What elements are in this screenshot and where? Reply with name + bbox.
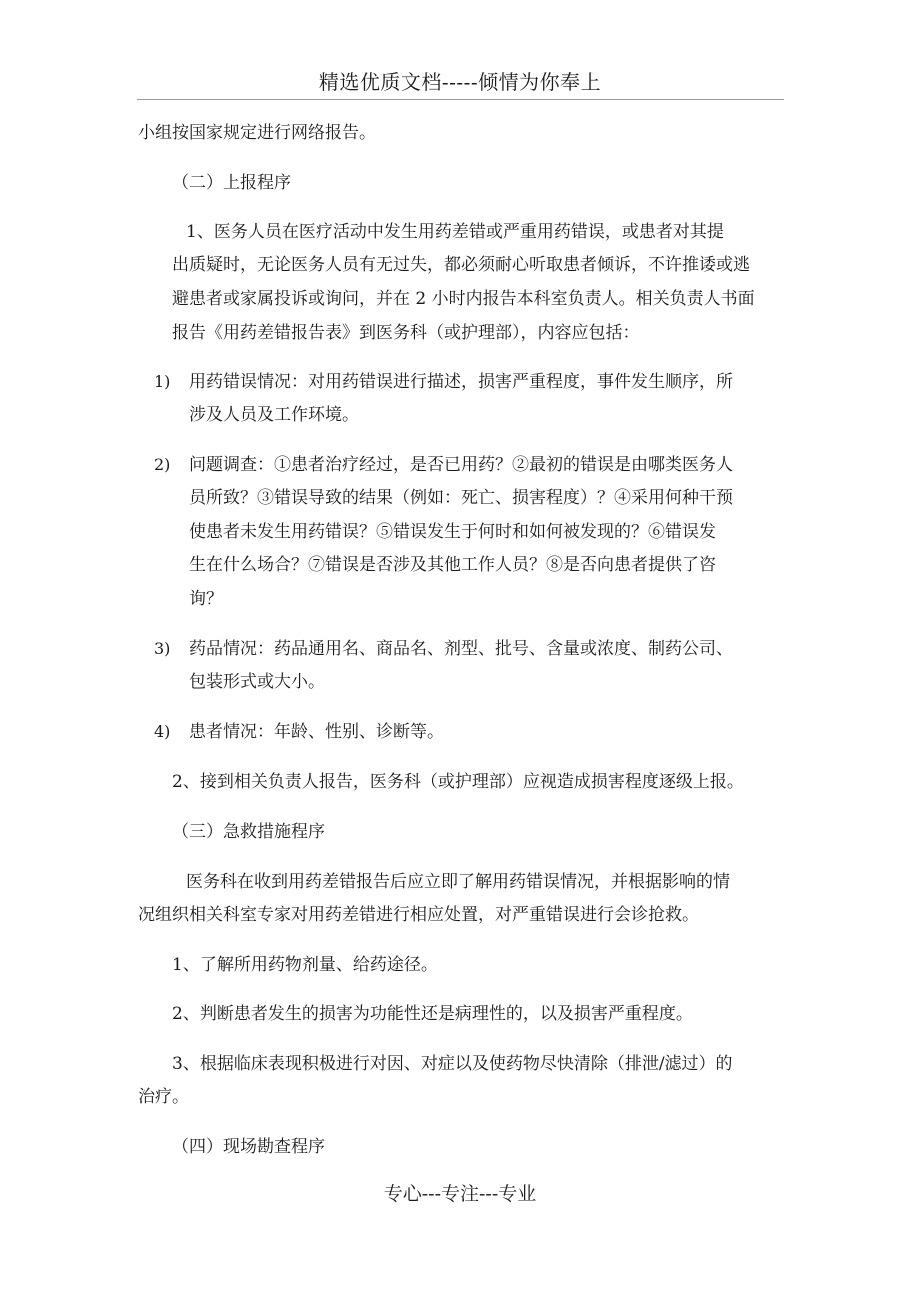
paragraph-line: 治疗。 — [138, 1087, 189, 1107]
paragraph-line: 1、医务人员在医疗活动中发生用药差错或严重用药错误，或患者对其提 — [186, 222, 724, 242]
paragraph-line: 2、判断患者发生的损害为功能性还是病理性的，以及损害严重程度。 — [172, 1004, 693, 1024]
paragraph-line: 出质疑时，无论医务人员有无过失，都必须耐心听取患者倾诉，不许推诿或逃 — [172, 255, 750, 275]
list-item-number: 2) — [154, 455, 171, 474]
paragraph-line: 3、根据临床表现积极进行对因、对症以及使药物尽快清除（排泄/滤过）的 — [172, 1054, 733, 1074]
section-heading-first-aid-procedure: （三）急救措施程序 — [172, 822, 325, 842]
paragraph-line: 医务科在收到用药差错报告后应立即了解用药错误情况，并根据影响的情 — [186, 872, 730, 892]
paragraph-line: 1、了解所用药物剂量、给药途径。 — [172, 955, 438, 975]
list-item-line: 药品情况：药品通用名、商品名、剂型、批号、含量或浓度、制药公司、 — [189, 639, 733, 659]
list-item-line: 询？ — [189, 589, 223, 609]
header-divider — [137, 99, 784, 100]
paragraph-line: 报告《用药差错报告表》到医务科（或护理部），内容应包括： — [172, 323, 640, 343]
list-item-line: 问题调查：①患者治疗经过，是否已用药？②最初的错误是由哪类医务人 — [189, 455, 733, 475]
list-item-line: 患者情况：年龄、性别、诊断等。 — [189, 722, 444, 742]
list-item-number: 4) — [154, 722, 171, 741]
list-item-number: 1) — [154, 372, 171, 391]
section-heading-site-investigation: （四）现场勘查程序 — [172, 1137, 325, 1157]
section-heading-report-procedure: （二）上报程序 — [172, 173, 291, 193]
paragraph-line: 况组织相关科室专家对用药差错进行相应处置，对严重错误进行会诊抢救。 — [138, 905, 699, 925]
list-item-line: 生在什么场合？⑦错误是否涉及其他工作人员？⑧是否向患者提供了咨 — [189, 555, 716, 575]
paragraph-line: 小组按国家规定进行网络报告。 — [138, 123, 376, 143]
list-item-line: 用药错误情况：对用药错误进行描述，损害严重程度，事件发生顺序，所 — [189, 372, 733, 392]
paragraph-line: 避患者或家属投诉或询问，并在 2 小时内报告本科室负责人。相关负责人书面 — [172, 289, 755, 309]
list-item-number: 3) — [154, 639, 171, 658]
list-item-line: 包装形式或大小。 — [189, 672, 325, 692]
paragraph-line: 2、接到相关负责人报告，医务科（或护理部）应视造成损害程度逐级上报。 — [172, 772, 744, 792]
list-item-line: 涉及人员及工作环境。 — [189, 405, 359, 425]
page-footer: 专心---专注---专业 — [383, 1183, 537, 1205]
page-header-title: 精选优质文档-----倾情为你奉上 — [318, 70, 602, 94]
list-item-line: 使患者未发生用药错误？⑤错误发生于何时和如何被发现的？⑥错误发 — [189, 522, 716, 542]
list-item-line: 员所致？③错误导致的结果（例如：死亡、损害程度）？④采用何种干预 — [189, 488, 733, 508]
